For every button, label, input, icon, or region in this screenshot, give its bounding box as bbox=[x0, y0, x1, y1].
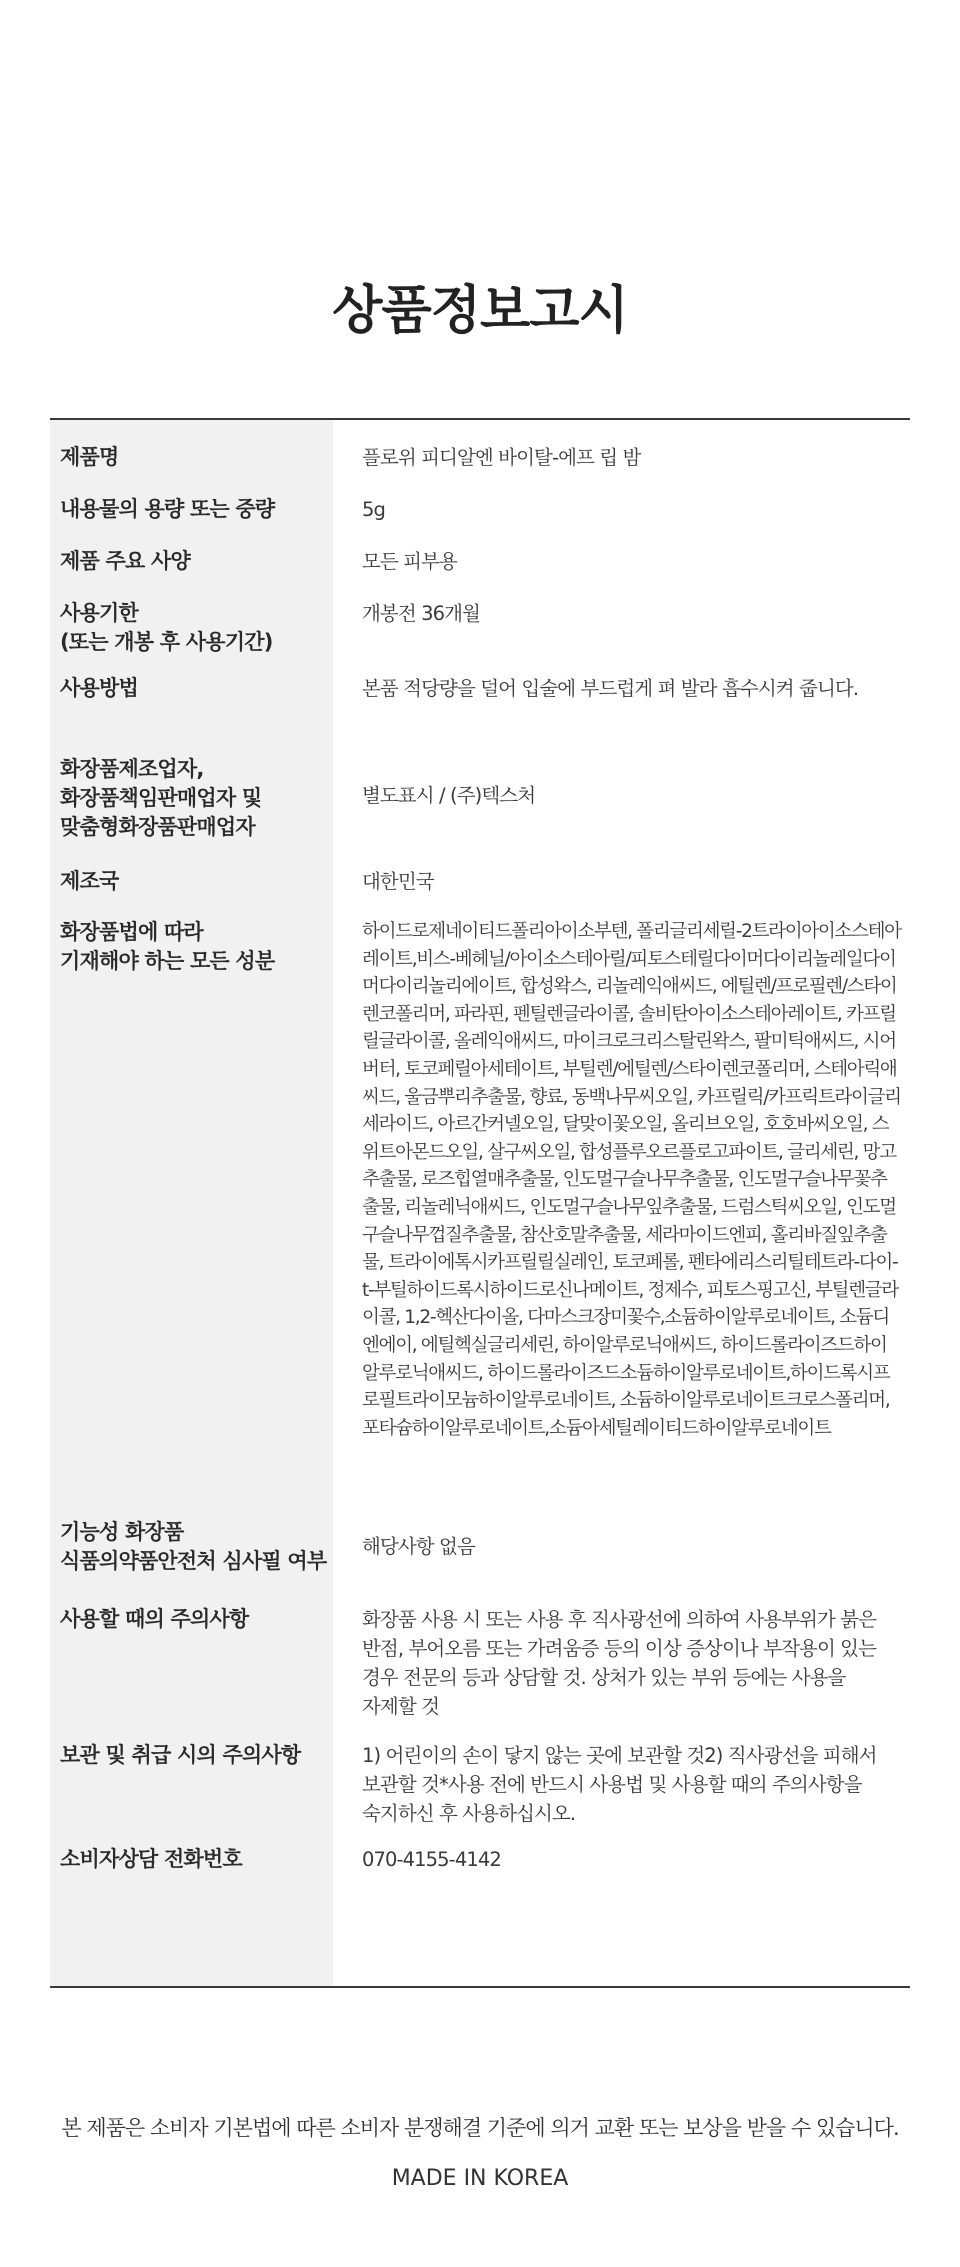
product-info-table bbox=[50, 418, 910, 1988]
row-value: 하이드로제네이티드폴리아이소부텐, 폴리글리세릴-2트라이아이소스테아레이트,비스-베헤닐/아이소스테아릴/피토스테릴다이머다이리놀레일다이머다이리놀리에이트, 합성왁스, 리놀레익애씨드, 에틸렌/프로필렌/스타이렌코폴리머, 파라핀, 펜틸렌글라이콜, 솔비탄아이소스테아레이트, 카프릴릴글라이콜, 올레익애씨드, 마이크로크리스탈린왁스, 팔미틱애씨드, 시어버터, 토코페릴아세테이트, 부틸렌/에틸렌/스타이렌코폴리머, 스테아릭애씨드, 울금뿌리추출물, 향료, 동백나무씨오일, 카프릴릭/카프릭트라이글리세라이드, 아르간커넬오일, 달맞이꽃오일, 올리브오일, 호호바씨오일, 스위트아몬드오일, 살구씨오일, 합성플루오르플로고파이트, 글리세린, 망고추출물, 로즈힙열매추출물, 인도멀구슬나무추출물, 인도멀구슬나무꽃추출물, 리놀레닉애씨드, 인도멀구슬나무잎추출물, 드럼스틱씨오일, 인도멀구슬나무껍질추출물, 참산호말추출물, 세라마이드엔피, 홀리바질잎추출물, 트라이에톡시카프릴릴실레인, 토코페롤, 펜타에리스리틸테트라-다이-t-부틸하이드록시하이드로신나메이트, 정제수, 피토스핑고신, 부틸렌글라이콜, 1,2-헥산다이올, 다마스크장미꽃수,소듐하이알루로네이트, 소듐디엔에이, 에틸헥실글리세린, 하이알루로닉애씨드, 하이드롤라이즈드하이알루로닉애씨드, 하이드롤라이즈드소듐하이알루로네이트,하이드록시프로필트라이모늄하이알루로네이트, 소듐하이알루로네이트크로스폴리머, 포타슘하이알루로네이트,소듐아세틸레이티드하이알루로네이트 bbox=[362, 921, 901, 1439]
row-label: 사용할 때의 주의사항 bbox=[60, 1607, 249, 1631]
row-label: 사용기한 (또는 개봉 후 사용기간) bbox=[60, 601, 273, 654]
row-label: 보관 및 취급 시의 주의사항 bbox=[60, 1743, 301, 1767]
row-value: 해당사항 없음 bbox=[362, 1535, 475, 1558]
consumer-notice: 본 제품은 소비자 기본법에 따른 소비자 분쟁해결 기준에 의거 교환 또는 보상을 받을 수 있습니다. bbox=[61, 2116, 899, 2140]
row-label: 화장품제조업자, 화장품책임판매업자 및 맞춤형화장품판매업자 bbox=[60, 757, 262, 839]
row-value: 개봉전 36개월 bbox=[362, 602, 480, 625]
row-label: 화장품법에 따라 기재해야 하는 모든 성분 bbox=[60, 920, 275, 973]
origin-label: MADE IN KOREA bbox=[391, 2166, 569, 2191]
row-value: 본품 적당량을 덜어 입술에 부드럽게 펴 발라 흡수시켜 줍니다. bbox=[362, 677, 859, 700]
row-value: 대한민국 bbox=[362, 870, 434, 893]
row-label: 내용물의 용량 또는 중량 bbox=[60, 497, 275, 521]
row-value: 플로위 피디알엔 바이탈-에프 립 밤 bbox=[362, 446, 641, 469]
row-label: 제품 주요 사양 bbox=[60, 549, 190, 573]
row-value: 5g bbox=[362, 498, 385, 521]
row-label: 제품명 bbox=[60, 445, 119, 469]
row-label: 기능성 화장품 식품의약품안전처 심사필 여부 bbox=[60, 1520, 327, 1573]
row-label: 사용방법 bbox=[60, 676, 138, 700]
row-label: 소비자상담 전화번호 bbox=[60, 1847, 242, 1871]
page-title: 상품정보고시 bbox=[332, 281, 628, 341]
row-value: 별도표시 / (주)텍스처 bbox=[362, 784, 536, 807]
row-value: 1) 어린이의 손이 닿지 않는 곳에 보관할 것2) 직사광선을 피해서 보관할 것*사용 전에 반드시 사용법 및 사용할 때의 주의사항을 숙지하신 후 사용하십시오. bbox=[362, 1744, 877, 1825]
row-label: 제조국 bbox=[60, 869, 119, 893]
row-value: 070-4155-4142 bbox=[362, 1848, 501, 1871]
row-value: 모든 피부용 bbox=[362, 550, 457, 573]
row-value: 화장품 사용 시 또는 사용 후 직사광선에 의하여 사용부위가 붉은 반점, 부어오름 또는 가려움증 등의 이상 증상이나 부작용이 있는 경우 전문의 등과 상담할 것. 상처가 있는 부위 등에는 사용을 자제할 것 bbox=[362, 1608, 877, 1718]
